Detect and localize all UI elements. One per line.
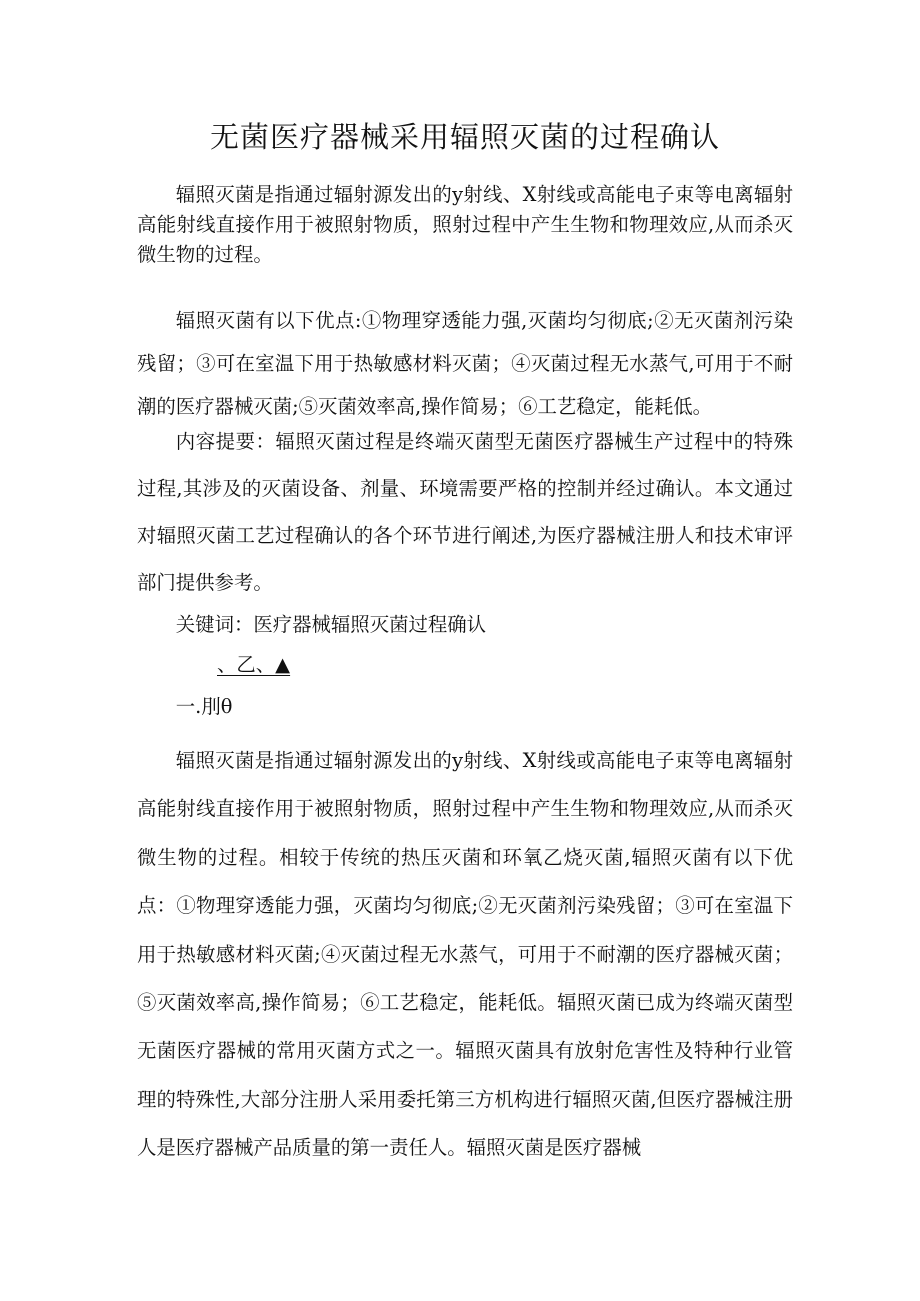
garbled-heading-text: 、乙、▲ [217,653,291,676]
garbled-heading [137,650,873,680]
summary-paragraph: 内容提要：辐照灭菌过程是终端灭菌型无菌医疗器械生产过程中的特殊过程,其涉及的灭菌设备、剂量、环境需要严格的控制并经过确认。本文通过对辐照灭菌工艺过程确认的各个环节进行阐述,为医疗器械注册人和技术审评部门提供参考。 [137,430,793,594]
keywords-line: 关键词：医疗器械辐照灭菌过程确认 [175,613,487,636]
advantages-paragraph: 辐照灭菌有以下优点:①物理穿透能力强,灭菌均匀彻底;②无灭菌剂污染残留；③可在室温下用于热敏感材料灭菌；④灭菌过程无水蒸气,可用于不耐潮的医疗器械灭菌;⑤灭菌效率高,操作简易；⑥工艺稳定，能耗低。 [137,309,793,418]
section-heading: 一.刖θ [175,695,233,718]
document-title: 无菌医疗器械采用辐照灭菌的过程确认 [209,120,720,154]
intro-paragraph: 辐照灭菌是指通过辐射源发出的y射线、X射线或高能电子束等电离辐射高能射线直接作用于被照射物质，照射过程中产生生物和物理效应,从而杀灭微生物的过程。 [137,183,793,266]
body-paragraph: 辐照灭菌是指通过辐射源发出的y射线、X射线或高能电子束等电离辐射高能射线直接作用于被照射物质，照射过程中产生生物和物理效应,从而杀灭微生物的过程。相较于传统的热压灭菌和环氧乙烧灭菌,辐照灭菌有以下优点：①物理穿透能力强，灭菌均匀彻底;②无灭菌剂污染残留；③可在室温下用于热敏感材料灭菌;④灭菌过程无水蒸气，可用于不耐潮的医疗器械灭菌；⑤灭菌效率高,操作简易；⑥工艺稳定，能耗低。辐照灭菌已成为终端灭菌型无菌医疗器械的常用灭菌方式之一。辐照灭菌具有放射危害性及特种行业管理的特殊性,大部分注册人采用委托第三方机构进行辐照灭菌,但医疗器械注册人是医疗器械产品质量的第一责任人。辐照灭菌是医疗器械 [137,749,793,1160]
